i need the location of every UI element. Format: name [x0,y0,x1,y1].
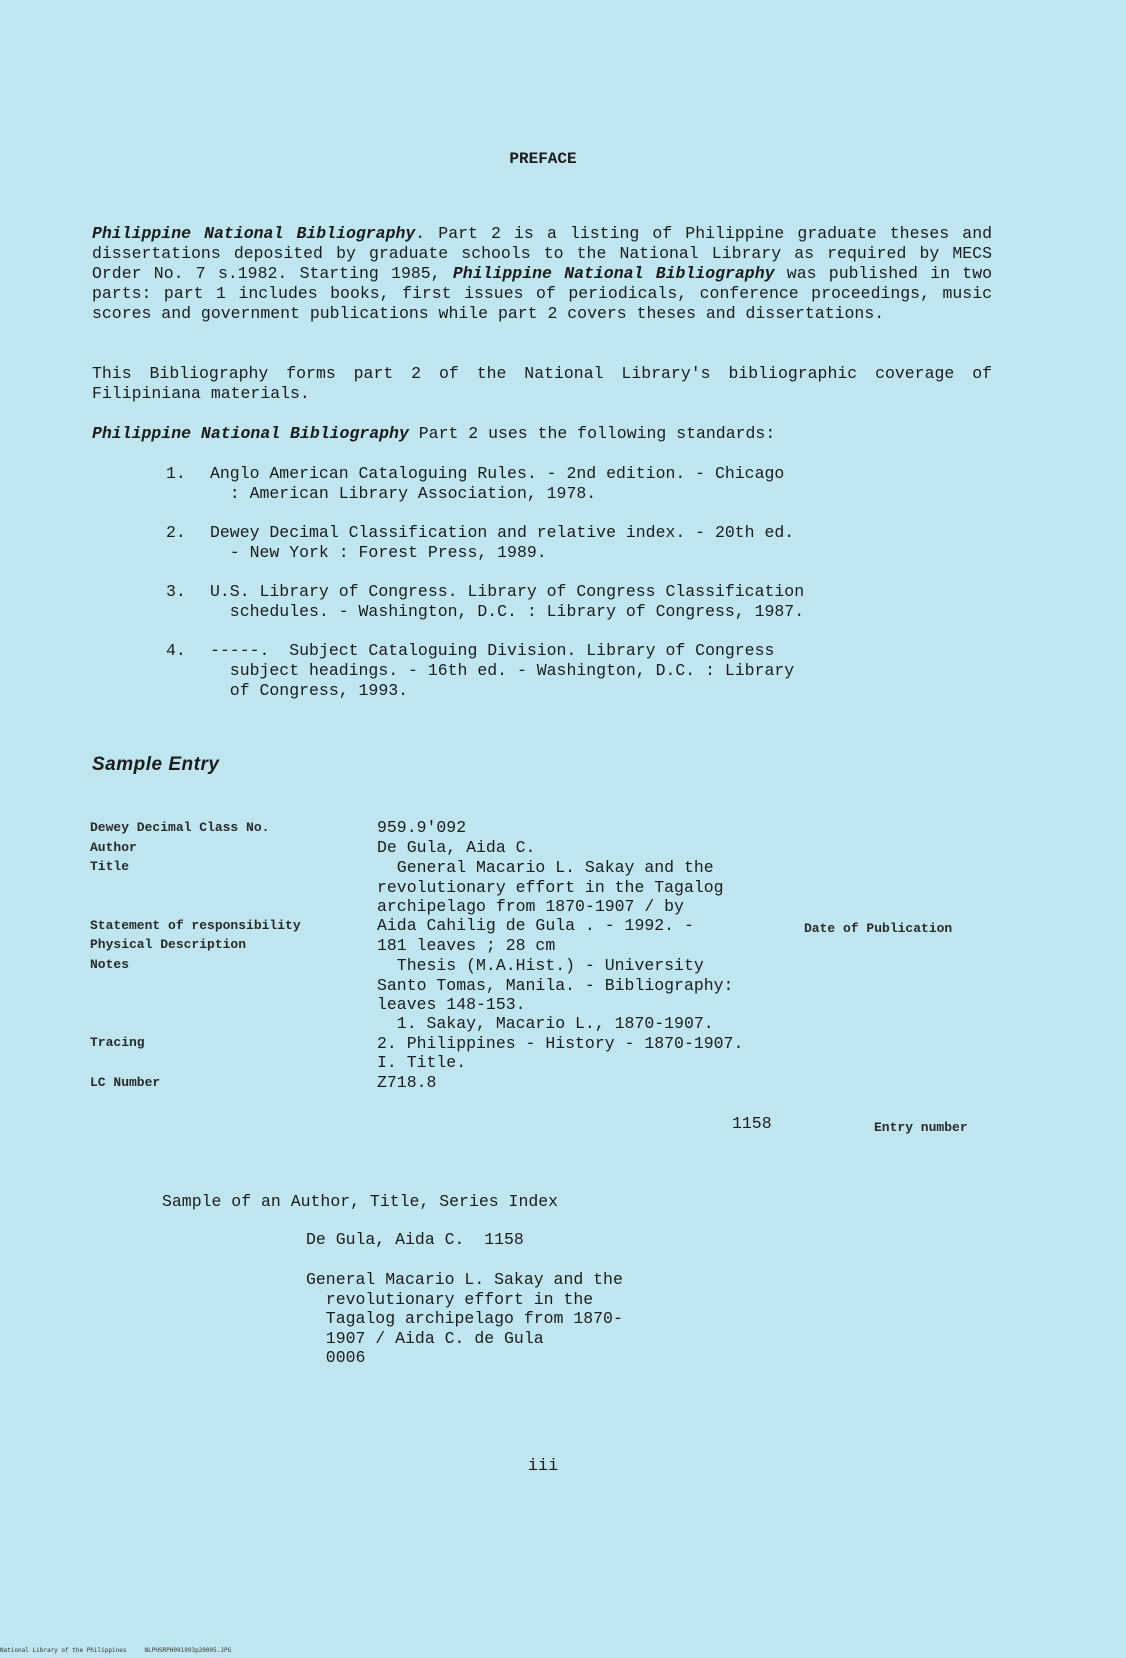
standard-text: -----. Subject Cataloguing Division. Library of Congress subject headings. - 16th ed. - Washington, D.C. : Library of Congress, 1993. [210,641,795,700]
sample-entry-heading: Sample Entry [92,754,220,775]
page-title: PREFACE [509,150,577,168]
label-title: Title [90,859,130,874]
publication-title: Philippine National Bibliography [452,264,775,283]
index-author-line: De Gula, Aida C. 1158 [306,1230,524,1249]
value-notes: Thesis (M.A.Hist.) - University Santo Tomas, Manila. - Bibliography: leaves 148-153. [377,956,734,1014]
standard-text: U.S. Library of Congress. Library of Congress Classification schedules. - Washington, D.C. : Library of Congress, 1987. [210,582,805,621]
standard-number: 1. [166,464,186,483]
intro-text: was published in two parts: part 1 includes books, first issues of periodicals, conference proceedings, music scores and government publications while part 2 covers theses and dissertations. [92,264,992,323]
index-title-block: General Macario L. Sakay and the revolutionary effort in the Tagalog archipelago from 1870- 1907 / Aida C. de Gula 0006 [306,1270,623,1367]
value-tracing: 1. Sakay, Macario L., 1870-1907. 2. Philippines - History - 1870-1907. I. Title. [377,1014,744,1072]
intro-text: . Part 2 is a listing of Philippine graduate theses and dissertations deposited by graduate schools to the National Library as required by MECS Order No. 7 s.1982. Starting 1985, [92,224,992,283]
entry-number-value: 1158 [732,1114,772,1133]
label-statement: Statement of responsibility [90,918,301,933]
coverage-paragraph: This Bibliography forms part 2 of the National Library's bibliographic coverage of Filipiniana materials. [92,364,992,403]
label-tracing: Tracing [90,1035,145,1050]
value-dewey: 959.9'092 [377,818,467,837]
standard-number: 3. [166,582,186,601]
value-statement: Aida Cahilig de Gula . - 1992. - [377,916,694,935]
standard-text: Anglo American Cataloguing Rules. - 2nd edition. - Chicago : American Library Association, 1978. [210,464,785,503]
label-dewey: Dewey Decimal Class No. [90,820,270,835]
value-author: De Gula, Aida C. [377,838,536,857]
standards-intro-text: Part 2 uses the following standards: [408,424,776,443]
intro-paragraph [92,224,992,324]
entry-number-label: Entry number [874,1120,968,1135]
value-physical: 181 leaves ; 28 cm [377,936,556,955]
label-author: Author [90,840,137,855]
value-lc: Z718.8 [377,1073,437,1092]
date-of-publication-label: Date of Publication [804,921,953,936]
label-lc: LC Number [90,1075,161,1090]
page-number: iii [527,1457,559,1476]
standard-number: 4. [166,641,186,660]
publication-title: Philippine National Bibliography [92,424,409,443]
index-heading: Sample of an Author, Title, Series Index [162,1192,559,1211]
label-physical: Physical Description [90,937,247,952]
publication-title: Philippine National Bibliography [92,224,416,243]
standard-item [166,641,795,721]
standard-text: Dewey Decimal Classification and relative index. - 20th ed. - New York : Forest Press, 1989. [210,523,795,562]
standard-number: 2. [166,523,186,542]
scan-footer: National Library of the Philippines NLPHSRPH091993p20005.JPG [0,1647,232,1654]
label-notes: Notes [90,957,130,972]
value-title: General Macario L. Sakay and the revolutionary effort in the Tagalog archipelago from 1870-1907 / by [377,858,724,916]
standards-intro [92,424,992,444]
